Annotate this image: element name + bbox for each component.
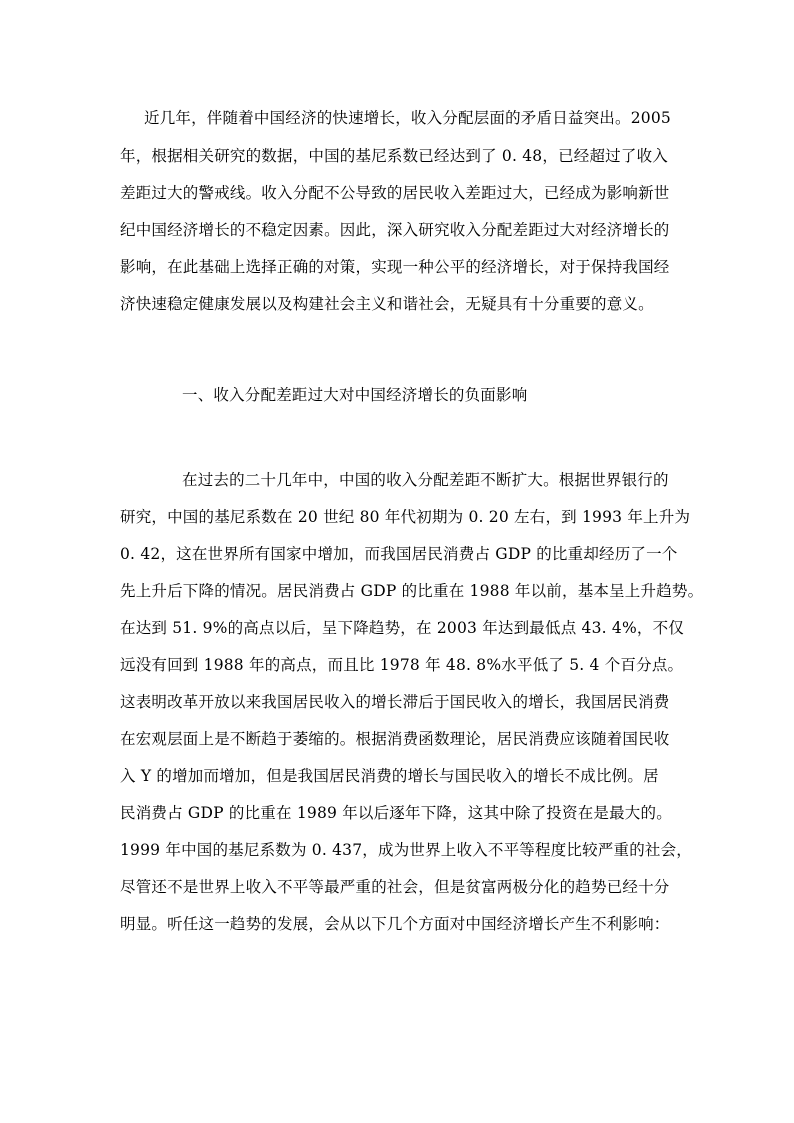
- body-paragraph-line: 在达到 51. 9%的高点以后，呈下降趋势，在 2003 年达到最低点 43. 4%，不仅: [120, 619, 684, 637]
- body-paragraph-line: 这表明改革开放以来我国居民收入的增长滞后于国民收入的增长，我国居民消费: [120, 693, 670, 711]
- intro-paragraph-line: 纪中国经济增长的不稳定因素。因此，深入研究收入分配差距过大对经济增长的: [120, 221, 670, 239]
- intro-paragraph-line: 近几年，伴随着中国经济的快速增长，收入分配层面的矛盾日益突出。2005: [144, 109, 671, 127]
- intro-paragraph-line: 济快速稳定健康发展以及构建社会主义和谐社会，无疑具有十分重要的意义。: [120, 295, 654, 313]
- body-paragraph-line: 在宏观层面上是不断趋于萎缩的。根据消费函数理论，居民消费应该随着国民收: [120, 730, 670, 748]
- body-paragraph-line: 先上升后下降的情况。居民消费占 GDP 的比重在 1988 年以前，基本呈上升趋势。: [120, 582, 704, 600]
- intro-paragraph-line: 年，根据相关研究的数据，中国的基尼系数已经达到了 0. 48，已经超过了收入: [120, 147, 668, 165]
- body-paragraph-line: 研究，中国的基尼系数在 20 世纪 80 年代初期为 0. 20 左右，到 1993 年上升为: [120, 508, 691, 526]
- body-paragraph-line: 明显。听任这一趋势的发展，会从以下几个方面对中国经济增长产生不利影响：: [120, 915, 670, 933]
- body-paragraph-line: 1999 年中国的基尼系数为 0. 437，成为世界上收入不平等程度比较严重的社会，: [120, 841, 693, 859]
- intro-paragraph-line: 差距过大的警戒线。收入分配不公导致的居民收入差距过大，已经成为影响新世: [120, 184, 670, 202]
- body-paragraph-line: 在过去的二十几年中，中国的收入分配差距不断扩大。根据世界银行的: [182, 471, 669, 489]
- body-paragraph-line: 入 Y 的增加而增加，但是我国居民消费的增长与国民收入的增长不成比例。居: [120, 767, 659, 785]
- body-paragraph-line: 0. 42，这在世界所有国家中增加，而我国居民消费占 GDP 的比重却经历了一个: [120, 545, 678, 563]
- section-heading: 一、收入分配差距过大对中国经济增长的负面影响: [182, 386, 528, 404]
- body-paragraph-line: 尽管还不是世界上收入不平等最严重的社会，但是贫富两极分化的趋势已经十分: [120, 878, 670, 896]
- intro-paragraph-line: 影响，在此基础上选择正确的对策，实现一种公平的经济增长，对于保持我国经: [120, 258, 670, 276]
- body-paragraph-line: 远没有回到 1988 年的高点，而且比 1978 年 48. 8%水平低了 5. 4 个百分点。: [120, 656, 684, 674]
- body-paragraph-line: 民消费占 GDP 的比重在 1989 年以后逐年下降，这其中除了投资在是最大的。: [120, 804, 672, 822]
